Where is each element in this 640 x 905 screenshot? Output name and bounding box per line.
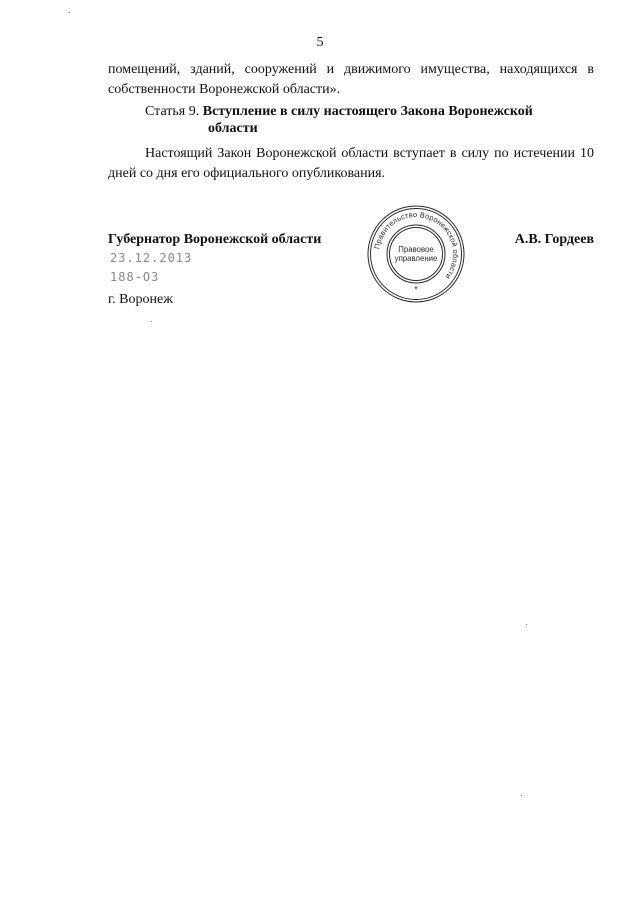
scan-speck [526,624,527,625]
stamp-center-line1: Правовое [398,245,434,254]
signer-name: А.В. Гордеев [514,232,594,247]
registration-date: 23.12.2013 [110,251,193,265]
article-title-line1: Вступление в силу настоящего Закона Воронежской [202,104,533,119]
stamp-center-line2: управление [394,254,438,263]
city: г. Воронеж [108,292,173,307]
article-heading [145,103,533,121]
scan-speck [151,321,152,322]
stamp-emblem-icon: ☀ [413,285,419,292]
paragraph-continuation: помещений, зданий, сооружений и движимого имущества, находящихся в собственности Воронежской области». [108,62,594,97]
official-stamp [366,204,466,304]
scan-speck [69,12,70,13]
signer-position: Губернатор Воронежской области [108,232,322,247]
article-number: Статья 9. [145,104,200,119]
page-number: 5 [316,35,324,50]
article-title-line2: области [208,121,258,136]
paragraph-effective-date: Настоящий Закон Воронежской области вступает в силу по истечении 10 дней со дня его официального опубликования. [108,146,594,181]
scan-speck [521,795,522,796]
stamp-ring-text: Правительство Воронежской области [372,209,461,282]
registration-number: 188-ОЗ [110,270,160,284]
